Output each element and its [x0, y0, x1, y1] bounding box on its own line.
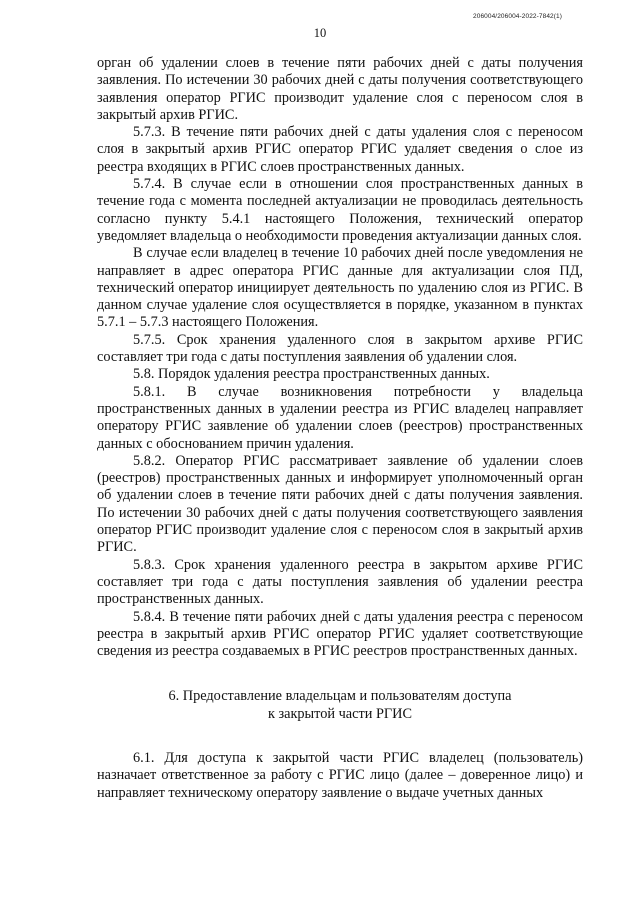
page-number: 10 — [313, 26, 327, 40]
paragraph: 5.8.2. Оператор РГИС рассматривает заявление об удалении слоев (реестров) пространственных данных и информирует уполномоченный орган об удалении слоев в течение пяти рабочих дней с даты получения заявления. По истечении 30 рабочих дней с даты получения соответствующего заявления оператор РГИС производит удаление слоя с переносом слоя в закрытый архив РГИС. — [97, 452, 583, 556]
document-body — [97, 55, 583, 802]
paragraph: 5.8.4. В течение пяти рабочих дней с даты удаления реестра с переносом реестра в закрытый архив РГИС оператор РГИС удаляет соответствующие сведения из реестра создаваемых в РГИС реестров пространственных данных. — [97, 608, 583, 660]
section-heading-line-1: 6. Предоставление владельцам и пользователям доступа — [168, 688, 512, 705]
paragraph: 5.8. Порядок удаления реестра пространственных данных. — [133, 366, 490, 383]
paragraph: 6.1. Для доступа к закрытой части РГИС владелец (пользователь) назначает ответственное за работу с РГИС лицо (далее – доверенное лицо) и направляет техническому оператору заявление о выдаче учетных данных — [97, 749, 583, 801]
section-heading-line-2: к закрытой части РГИС — [267, 705, 413, 722]
paragraph: 5.8.1. В случае возникновения потребности у владельца пространственных данных в удалении реестра из РГИС владелец направляет оператору РГИС заявление об удалении слоев (реестров) пространственных данных с обоснованием причин удаления. — [97, 383, 583, 452]
paragraph: В случае если владелец в течение 10 рабочих дней после уведомления не направляет в адрес оператора РГИС данные для актуализации слоя ПД, технический оператор инициирует деятельность по удалению слоя из РГИС. В данном случае удаление слоя осуществляется в порядке, указанном в пунктах 5.7.1 – 5.7.3 настоящего Положения. — [97, 245, 583, 331]
paragraph: 5.7.5. Срок хранения удаленного слоя в закрытом архиве РГИС составляет три года с даты поступления заявления об удалении слоя. — [97, 331, 583, 366]
paragraph: 5.7.3. В течение пяти рабочих дней с даты удаления слоя с переносом слоя в закрытый архив РГИС оператор РГИС удаляет сведения о слое из реестра входящих в РГИС слоев пространственных данных. — [97, 124, 583, 175]
document-code: 206004/206004-2022-7842(1) — [473, 13, 562, 20]
paragraph: 5.8.3. Срок хранения удаленного реестра в закрытом архиве РГИС составляет три года с даты поступления заявления об удалении реестра пространственных данных. — [97, 556, 583, 608]
paragraph: орган об удалении слоев в течение пяти рабочих дней с даты получения заявления. По истечении 30 рабочих дней с даты получения соответствующего заявления оператор РГИС производит удаление слоя с переносом слоя в закрытый архив РГИС. — [97, 55, 583, 123]
section-heading — [97, 688, 583, 723]
paragraph: 5.7.4. В случае если в отношении слоя пространственных данных в течение года с момента последней актуализации не проводилась деятельность согласно пункту 5.4.1 настоящего Положения, технический оператор уведомляет владельца о необходимости проведения актуализации данных слоя. — [97, 176, 583, 244]
